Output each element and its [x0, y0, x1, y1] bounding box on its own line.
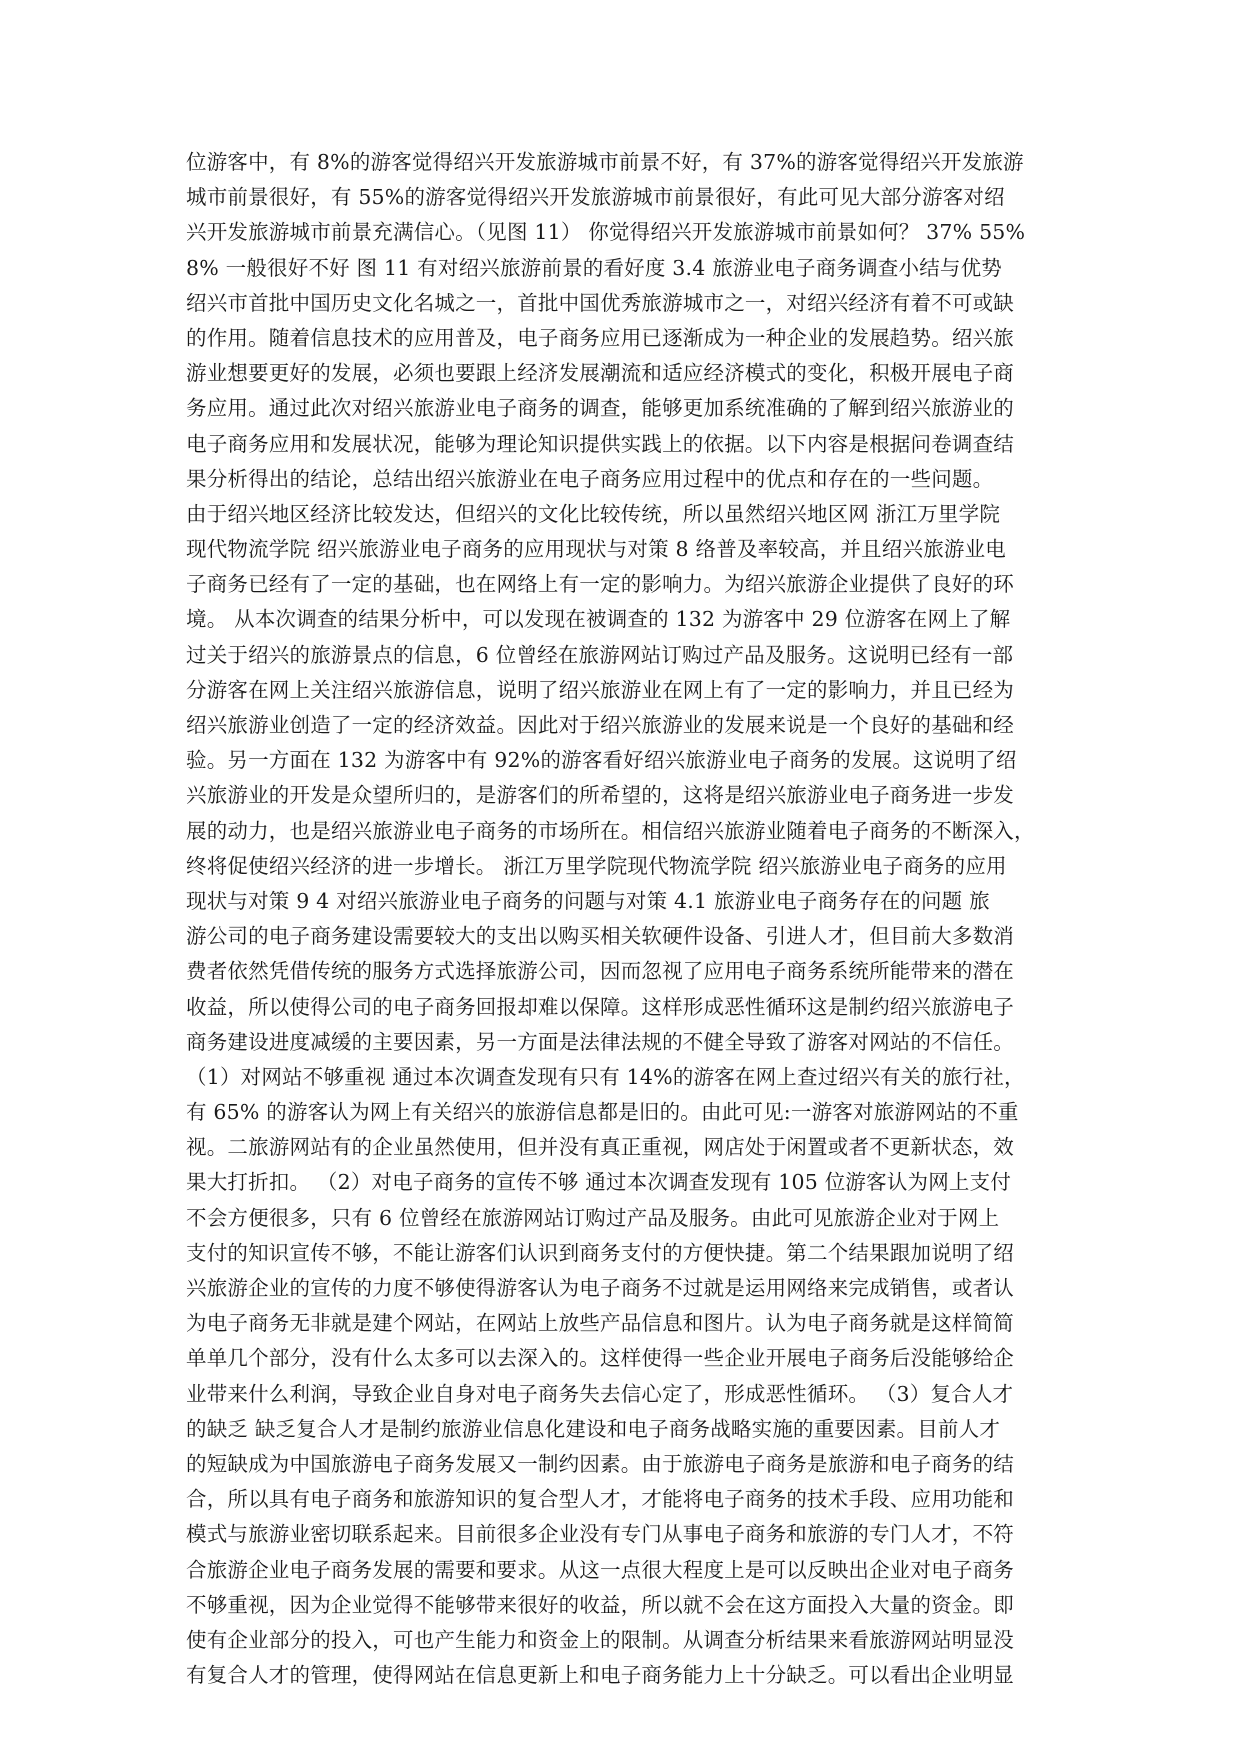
text-line: 城市前景很好，有 55%的游客觉得绍兴开发旅游城市前景很好，有此可见大部分游客对绍 — [186, 185, 1005, 210]
text-line: 绍兴市首批中国历史文化名城之一，首批中国优秀旅游城市之一，对绍兴经济有着不可或缺 — [186, 290, 1014, 315]
text-line: 费者依然凭借传统的服务方式选择旅游公司，因而忽视了应用电子商务系统所能带来的潜在 — [186, 959, 1014, 984]
text-line: 游公司的电子商务建设需要较大的支出以购买相关软硬件设备、引进人才，但目前大多数消 — [186, 924, 1014, 949]
text-line: 合，所以具有电子商务和旅游知识的复合型人才，才能将电子商务的技术手段、应用功能和 — [186, 1487, 1014, 1512]
text-line: 由于绍兴地区经济比较发达，但绍兴的文化比较传统，所以虽然绍兴地区网 浙江万里学院 — [186, 501, 1001, 526]
text-line: 为电子商务无非就是建个网站，在网站上放些产品信息和图片。认为电子商务就是这样简简 — [186, 1311, 1014, 1336]
text-line: 商务建设进度减缓的主要因素，另一方面是法律法规的不健全导致了游客对网站的不信任。 — [186, 1029, 1014, 1054]
text-line: 子商务已经有了一定的基础，也在网络上有一定的影响力。为绍兴旅游企业提供了良好的环 — [186, 572, 1014, 597]
text-line: 过关于绍兴的旅游景点的信息，6 位曾经在旅游网站订购过产品及服务。这说明已经有一部 — [186, 642, 1014, 667]
text-line: 模式与旅游业密切联系起来。目前很多企业没有专门从事电子商务和旅游的专门人才，不符 — [186, 1522, 1014, 1547]
text-line: 的短缺成为中国旅游电子商务发展又一制约因素。由于旅游电子商务是旅游和电子商务的结 — [186, 1451, 1014, 1476]
text-line: 视。二旅游网站有的企业虽然使用，但并没有真正重视，网店处于闲置或者不更新状态，效 — [186, 1135, 1014, 1160]
text-line: 的作用。随着信息技术的应用普及，电子商务应用已逐渐成为一种企业的发展趋势。绍兴旅 — [186, 325, 1014, 350]
text-line: 支付的知识宣传不够，不能让游客们认识到商务支付的方便快捷。第二个结果跟加说明了绍 — [186, 1240, 1014, 1265]
text-line: 8% 一般很好不好 图 11 有对绍兴旅游前景的看好度 3.4 旅游业电子商务调查小结与优势 — [186, 255, 1003, 280]
text-line: （1）对网站不够重视 通过本次调查发现有只有 14%的游客在网上查过绍兴有关的旅行社， — [186, 1064, 1025, 1089]
text-line: 果分析得出的结论，总结出绍兴旅游业在电子商务应用过程中的优点和存在的一些问题。 — [186, 466, 994, 491]
text-line: 合旅游企业电子商务发展的需要和要求。从这一点很大程度上是可以反映出企业对电子商务 — [186, 1557, 1014, 1582]
text-line: 兴开发旅游城市前景充满信心。（见图 11） 你觉得绍兴开发旅游城市前景如何？ 37% 55% — [186, 220, 1026, 245]
text-line: 现代物流学院 绍兴旅游业电子商务的应用现状与对策 8 络普及率较高，并且绍兴旅游业电 — [186, 537, 1006, 562]
text-line: 绍兴旅游业创造了一定的经济效益。因此对于绍兴旅游业的发展来说是一个良好的基础和经 — [186, 713, 1014, 737]
text-line: 兴旅游企业的宣传的力度不够使得游客认为电子商务不过就是运用网络来完成销售，或者认 — [186, 1276, 1014, 1300]
text-line: 收益，所以使得公司的电子商务回报却难以保障。这样形成恶性循环这是制约绍兴旅游电子 — [186, 994, 1014, 1019]
text-line: 的缺乏 缺乏复合人才是制约旅游业信息化建设和电子商务战略实施的重要因素。目前人才 — [186, 1416, 1001, 1441]
text-line: 分游客在网上关注绍兴旅游信息，说明了绍兴旅游业在网上有了一定的影响力，并且已经为 — [186, 677, 1014, 702]
text-line: 有复合人才的管理，使得网站在信息更新上和电子商务能力上十分缺乏。可以看出企业明显 — [186, 1663, 1014, 1688]
text-line: 电子商务应用和发展状况，能够为理论知识提供实践上的依据。以下内容是根据问卷调查结 — [186, 431, 1014, 456]
body-text — [186, 145, 1066, 1693]
text-line: 终将促使绍兴经济的进一步增长。 浙江万里学院现代物流学院 绍兴旅游业电子商务的应用 — [186, 853, 1007, 878]
text-line: 不会方便很多，只有 6 位曾经在旅游网站订购过产品及服务。由此可见旅游企业对于网上 — [186, 1205, 1000, 1230]
text-line: 位游客中，有 8%的游客觉得绍兴开发旅游城市前景不好，有 37%的游客觉得绍兴开发旅游 — [186, 150, 1024, 174]
text-line: 不够重视，因为企业觉得不能够带来很好的收益，所以就不会在这方面投入大量的资金。即 — [186, 1592, 1014, 1617]
text-line: 业带来什么利润，导致企业自身对电子商务失去信心定了，形成恶性循环。 （3）复合人才 — [186, 1381, 1014, 1406]
text-line: 有 65% 的游客认为网上有关绍兴的旅游信息都是旧的。由此可见:一游客对旅游网站的不重 — [186, 1100, 1019, 1125]
text-line: 果大打折扣。 （2）对电子商务的宣传不够 通过本次调查发现有 105 位游客认为网上支付 — [186, 1170, 1012, 1195]
text-line: 游业想要更好的发展，必须也要跟上经济发展潮流和适应经济模式的变化，积极开展电子商 — [186, 361, 1014, 386]
text-line: 单单几个部分，没有什么太多可以去深入的。这样使得一些企业开展电子商务后没能够给企 — [186, 1346, 1014, 1371]
text-line: 兴旅游业的开发是众望所归的，是游客们的所希望的，这将是绍兴旅游业电子商务进一步发 — [186, 783, 1014, 808]
text-line: 现状与对策 9 4 对绍兴旅游业电子商务的问题与对策 4.1 旅游业电子商务存在的问题 旅 — [186, 888, 990, 913]
text-line: 使有企业部分的投入，可也产生能力和资金上的限制。从调查分析结果来看旅游网站明显没 — [186, 1627, 1014, 1652]
text-line: 展的动力，也是绍兴旅游业电子商务的市场所在。相信绍兴旅游业随着电子商务的不断深入， — [186, 818, 1035, 843]
text-line: 验。另一方面在 132 为游客中有 92%的游客看好绍兴旅游业电子商务的发展。这说明了绍 — [186, 748, 1017, 773]
text-line: 境。 从本次调查的结果分析中，可以发现在被调查的 132 为游客中 29 位游客在网上了解 — [186, 607, 1011, 632]
text-line: 务应用。通过此次对绍兴旅游业电子商务的调查，能够更加系统准确的了解到绍兴旅游业的 — [186, 396, 1014, 421]
